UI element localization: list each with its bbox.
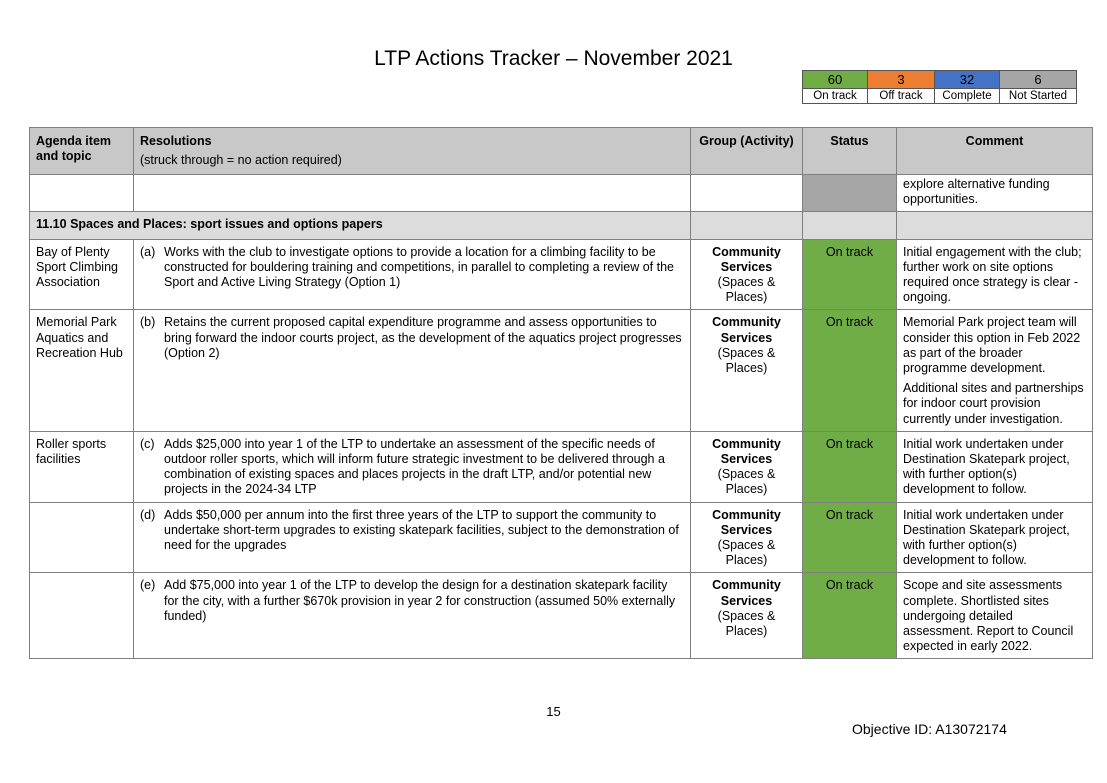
status-summary: [802, 70, 1077, 104]
resolution-cell: [134, 239, 691, 310]
comment-text: Scope and site assessments complete. Shortlisted sites undergoing detailed assessment. Report to Council expected in early 2022.: [903, 578, 1074, 654]
resolution-cell: [134, 431, 691, 502]
table-row: [30, 310, 1093, 431]
resolution-cell: [134, 310, 691, 431]
status-badge: On track: [803, 502, 897, 573]
comment-cell: [897, 502, 1093, 573]
header-status: Status: [803, 128, 897, 175]
summary-label-off-track: Off track: [868, 89, 935, 104]
resolution-text: Retains the current proposed capital expenditure programme and assess opportunities to bring forward the indoor courts project, as the development of the aquatics project progresses (Option 2): [164, 315, 682, 360]
status-badge: On track: [803, 239, 897, 310]
header-agenda: Agenda item and topic: [30, 128, 134, 175]
section-row: [30, 212, 1093, 239]
resolution-letter: (e): [140, 578, 156, 593]
table-row: [30, 573, 1093, 659]
status-badge: On track: [803, 573, 897, 659]
group-activity: (Spaces & Places): [717, 275, 776, 305]
cell-empty: [803, 212, 897, 239]
cell-empty: [691, 175, 803, 212]
comment-text: Additional sites and partnerships for indoor court provision currently under investigation.: [903, 381, 1084, 426]
header-resolutions-note: (struck through = no action required): [140, 153, 342, 168]
group-activity: (Spaces & Places): [717, 538, 776, 568]
group-name: Community Services: [712, 436, 781, 467]
group-cell: [691, 239, 803, 310]
summary-count-off-track: 3: [868, 71, 935, 89]
agenda-cell: Bay of Plenty Sport Climbing Association: [30, 239, 134, 310]
comment-text: Initial work undertaken under Destination Skatepark project, with further option(s) development to follow.: [903, 507, 1070, 568]
status-badge: On track: [803, 310, 897, 431]
section-title: 11.10 Spaces and Places: sport issues and options papers: [30, 212, 691, 239]
summary-count-complete: 32: [935, 71, 1000, 89]
resolution-text: Works with the club to investigate options to provide a location for a climbing facility to be constructed for bouldering training and competitions, in parallel to completing a review of the Sport and Active Living Strategy (Option 1): [164, 244, 675, 290]
objective-id: Objective ID: A13072174: [852, 721, 1007, 737]
resolution-text: Add $75,000 into year 1 of the LTP to develop the design for a destination skatepark facility for the city, with a further $670k provision in year 2 for construction (assumed 50% externally funded): [164, 578, 676, 623]
comment-text: Memorial Park project team will consider this option in Feb 2022 as part of the broader programme development.: [903, 315, 1081, 376]
header-group: Group (Activity): [691, 128, 803, 175]
resolution-cell: [134, 502, 691, 573]
group-cell: [691, 431, 803, 502]
page-number: 15: [546, 704, 561, 719]
group-cell: [691, 573, 803, 659]
header-resolutions: [134, 128, 691, 175]
table-row: [30, 502, 1093, 573]
table-header-row: [30, 128, 1093, 175]
group-cell: [691, 502, 803, 573]
resolution-letter: (a): [140, 244, 156, 259]
resolution-letter: (c): [140, 436, 155, 451]
comment-cell: [897, 310, 1093, 431]
summary-label-not-started: Not Started: [1000, 89, 1077, 104]
actions-table: [29, 127, 1093, 659]
agenda-cell: Memorial Park Aquatics and Recreation Hub: [30, 310, 134, 431]
comment-cell: explore alternative funding opportunities.: [897, 175, 1093, 212]
table-row: [30, 431, 1093, 502]
group-name: Community Services: [712, 578, 781, 608]
group-name: Community Services: [712, 244, 781, 274]
group-name: Community Services: [712, 315, 781, 345]
status-badge: On track: [803, 431, 897, 502]
resolution-letter: (d): [140, 507, 156, 522]
cell-empty: [691, 212, 803, 239]
resolution-text: Adds $25,000 into year 1 of the LTP to undertake an assessment of the specific needs of outdoor roller sports, which will inform future strategic investment to be delivered through a combination of existing spaces and places projects in the draft LTP, and/or potential new projects in the 2024-34 LTP: [164, 436, 665, 497]
agenda-cell: Roller sports facilities: [30, 431, 134, 502]
comment-cell: [897, 239, 1093, 310]
table-row-carryover: [30, 175, 1093, 212]
page-title: LTP Actions Tracker – November 2021: [374, 47, 733, 70]
comment-cell: [897, 431, 1093, 502]
comment-text: Initial engagement with the club; further work on site options required once strategy is clear - ongoing.: [903, 244, 1082, 305]
cell-empty: [30, 175, 134, 212]
resolution-cell: [134, 573, 691, 659]
group-name: Community Services: [712, 507, 781, 537]
group-activity: (Spaces & Places): [717, 345, 776, 376]
cell-empty: [134, 175, 691, 212]
resolution-letter: (b): [140, 315, 156, 330]
comment-text: Initial work undertaken under Destination Skatepark project, with further option(s) development to follow.: [903, 436, 1070, 497]
summary-count-on-track: 60: [803, 71, 868, 89]
comment-cell: [897, 573, 1093, 659]
agenda-cell: [30, 573, 134, 659]
header-resolutions-label: Resolutions: [140, 134, 212, 148]
resolution-text: Adds $50,000 per annum into the first three years of the LTP to support the community to undertake short-term upgrades to existing skatepark facilities, subject to the demonstration of need for the upgrades: [164, 507, 679, 553]
group-cell: [691, 310, 803, 431]
group-activity: (Spaces & Places): [717, 467, 776, 497]
group-activity: (Spaces & Places): [717, 608, 776, 639]
summary-label-complete: Complete: [935, 89, 1000, 104]
agenda-cell: [30, 502, 134, 573]
header-comment: Comment: [897, 128, 1093, 175]
table-row: [30, 239, 1093, 310]
summary-label-on-track: On track: [803, 89, 868, 104]
cell-empty: [897, 212, 1093, 239]
status-cell-not-started: [803, 175, 897, 212]
summary-count-not-started: 6: [1000, 71, 1077, 89]
